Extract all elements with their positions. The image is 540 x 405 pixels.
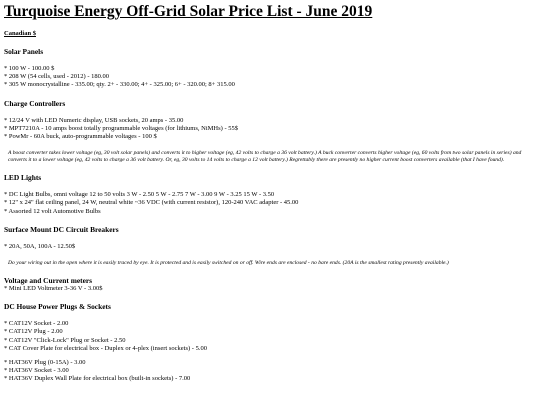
list-item: * 208 W (54 cells, used - 2012) - 180.00 (4, 73, 110, 81)
list-item: * MPT7210A - 10 amps boost totally programmable voltages (for lithiums, NiMHs) - 55$ (4, 124, 238, 132)
list-item: * DC Light Bulbs, omni voltage 12 to 50 volts 3 W - 2.50 5 W - 2.75 7 W - 3.00 9 W - 3.25 15 W - 3.50 (4, 191, 275, 199)
charge-controllers-list (4, 117, 538, 142)
breakers-list (4, 243, 538, 251)
page-title: Turquoise Energy Off-Grid Solar Price List - June 2019 (4, 3, 373, 20)
hat-plugs-list (4, 359, 538, 384)
section-heading-led-lights: LED Lights (4, 173, 42, 183)
list-item: * CAT Cover Plate for electrical box - Duplex or 4-plex (insert sockets) - 5.00 (4, 344, 207, 352)
solar-panels-list (4, 65, 538, 90)
breakers-note: Do your wiring out in the open where it is easily traced by eye. It is protected and is easily switched on or off. Wire ends are enclosed - no bare ends. (20A is the smallest rating presently available.) (8, 260, 449, 267)
list-item: * 12/24 V with LED Numeric display, USB sockets, 20 amps - 35.00 (4, 116, 184, 124)
list-item: * 305 W monocrystalline - 335.00; qty. 2+ - 330.00; 4+ - 325.00; 6+ - 320.00; 8+ 315.00 (4, 81, 235, 89)
list-item: * CAT12V Socket - 2.00 (4, 320, 69, 328)
section-heading-breakers: Surface Mount DC Circuit Breakers (4, 224, 119, 234)
list-item: * 20A, 50A, 100A - 12.50$ (4, 242, 76, 250)
section-heading-plugs: DC House Power Plugs & Sockets (4, 302, 111, 312)
plugs-list (4, 320, 538, 353)
charge-controllers-note: A boost converter takes lower voltage (eg, 30 volt solar panels) and converts it to higher voltage (eg, 42 volts to charge a 36 volt battery.) A buck converter converts higher voltage (eg, 60 volts from two solar panels in series) and converts it to a lower voltage (eg, 42 volts to charge a 36 volt battery. Or, eg, 30 volts to 14 volts to charge a 12 volt battery.) Regrettably there are presently no higher current boost converters available (that I have found). (8, 150, 522, 164)
list-item: * HAT36V Socket - 3.00 (4, 367, 69, 375)
section-heading-meters: Voltage and Current meters (4, 276, 93, 286)
list-item: * HAT36V Plug (0-15A) - 3.00 (4, 359, 86, 367)
list-item: * CAT12V Plug - 2.00 (4, 328, 63, 336)
list-item: * Assorted 12 volt Automotive Bulbs (4, 207, 101, 215)
meters-list (4, 285, 538, 293)
currency-label: Canadian $ (4, 30, 36, 37)
led-lights-list (4, 191, 538, 216)
list-item: * Mini LED Voltmeter 3-36 V - 3.00$ (4, 285, 103, 293)
list-item: * 100 W - 100.00 $ (4, 65, 55, 72)
list-item: * HAT36V Duplex Wall Plate for electrical box (built-in sockets) - 7.00 (4, 375, 191, 383)
section-heading-charge-controllers: Charge Controllers (4, 98, 66, 108)
list-item: * CAT12V "Click-Lock" Plug or Socket - 2.50 (4, 336, 126, 344)
section-heading-solar-panels: Solar Panels (4, 47, 44, 56)
list-item: * 12" x 24" flat ceiling panel, 24 W, neutral white ~36 VDC (with current resistor), 120-240 VAC adapter - 45.00 (4, 199, 299, 207)
list-item: * PowMr - 60A buck, auto-programmable voltages - 100 $ (4, 133, 157, 141)
